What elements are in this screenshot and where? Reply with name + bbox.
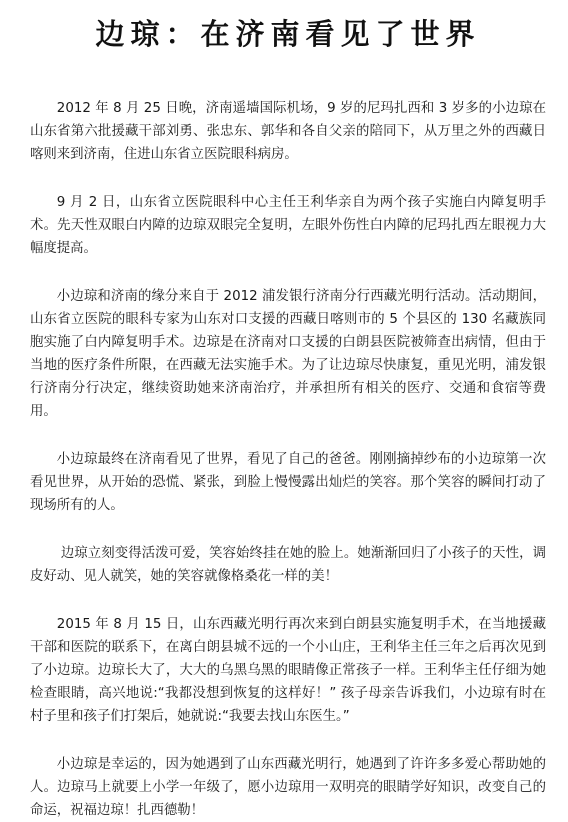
paragraph-revisit: 2015 年 8 月 15 日，山东西藏光明行再次来到白朗县实施复明手术，在当地援藏干部和医院的联系下，在离白朗县城不远的一个小山庄，王利华主任三年之后再次见到了小边琼。边琼长大了，大大的乌黑乌黑的眼睛像正常孩子一样。王利华主任仔细为她检查眼睛，高兴地说:“我都没想到恢复的这样好！” 孩子母亲告诉我们，小边琼有时在村子里和孩子们打架后，她就说:“我要去找山东医生。” bbox=[30, 617, 546, 724]
paragraph-blessing: 小边琼是幸运的，因为她遇到了山东西藏光明行，她遇到了许许多多爱心帮助她的人。边琼马上就要上小学一年级了，愿小边琼用一双明亮的眼睛学好知识，改变自己的命运，祝福边琼！扎西德勒！ bbox=[30, 757, 546, 818]
paragraph-first-sight: 小边琼最终在济南看见了世界，看见了自己的爸爸。刚刚摘掉纱布的小边琼第一次看见世界，从开始的恐慌、紧张，到脸上慢慢露出灿烂的笑容。那个笑容的瞬间打动了现场所有的人。 bbox=[30, 452, 546, 513]
article-title: 边琼：在济南看见了世界 bbox=[95, 17, 481, 51]
paragraph-arrival: 2012 年 8 月 25 日晚，济南遥墙国际机场，9 岁的尼玛扎西和 3 岁多的小边琼在山东省第六批援藏干部刘勇、张忠东、郭华和各自父亲的陪同下，从万里之外的西藏日喀则来到济南，住进山东省立医院眼科病房。 bbox=[30, 101, 546, 162]
paragraph-origin: 小边琼和济南的缘分来自于 2012 浦发银行济南分行西藏光明行活动。活动期间，山东省立医院的眼科专家为山东对口支援的西藏日喀则市的 5 个县区的 130 名藏族同胞实施了白内障复明手术。边琼是在济南对口支援的白朗县医院被筛查出病情，但由于当地的医疗条件所限，在西藏无法实施手术。为了让边琼尽快康复，重见光明，浦发银行济南分行决定，继续资助她来济南治疗，并承担所有相关的医疗、交通和食宿等费用。 bbox=[30, 289, 546, 419]
paragraph-smile: 边琼立刻变得活泼可爱，笑容始终挂在她的脸上。她渐渐回归了小孩子的天性，调皮好动、见人就笑，她的笑容就像格桑花一样的美！ bbox=[30, 546, 546, 584]
paragraph-surgery: 9 月 2 日，山东省立医院眼科中心主任王利华亲自为两个孩子实施白内障复明手术。先天性双眼白内障的边琼双眼完全复明，左眼外伤性白内障的尼玛扎西左眼视力大幅度提高。 bbox=[30, 195, 546, 256]
